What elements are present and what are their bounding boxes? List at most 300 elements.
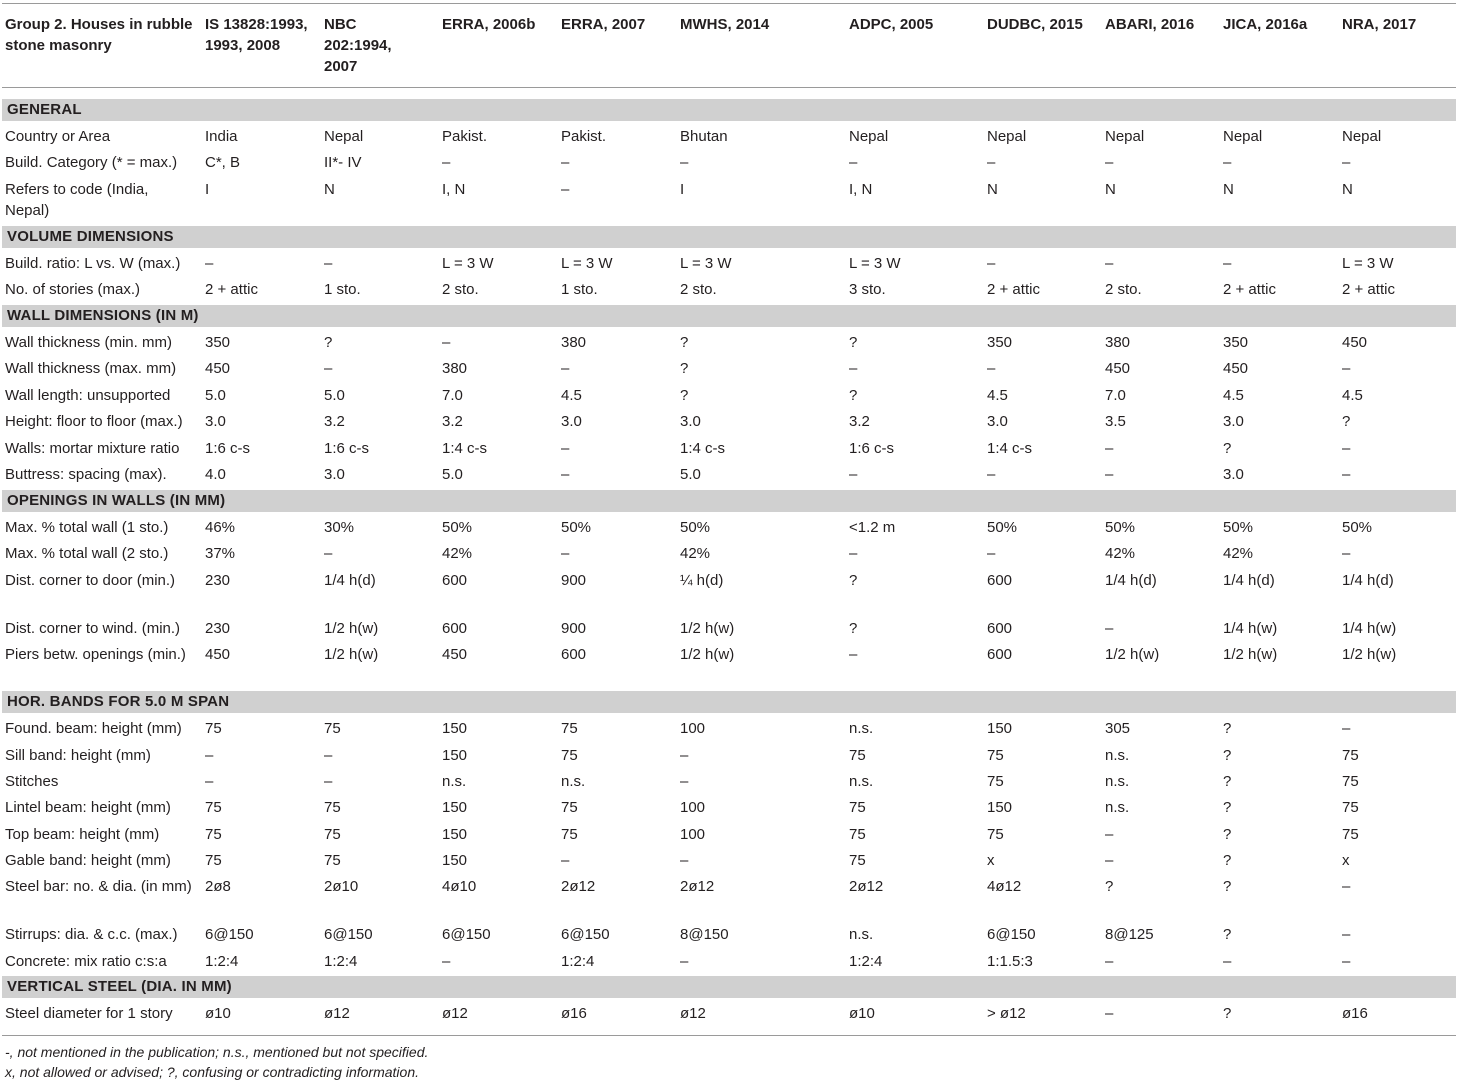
table-cell: n.s.: [849, 773, 874, 790]
table-cell: N: [1223, 181, 1234, 198]
table-cell: 42%: [442, 545, 473, 562]
column-header: ERRA, 2006b: [442, 16, 536, 33]
table-cell: 1/4 h(d): [1223, 572, 1275, 589]
table-cell: ?: [1223, 852, 1232, 869]
section-label: VERTICAL STEEL (DIA. IN MM): [7, 978, 232, 995]
table-cell: –: [849, 154, 858, 171]
table-cell: –: [1342, 720, 1351, 737]
table-cell: 350: [987, 334, 1013, 351]
table-cell: –: [987, 360, 996, 377]
table-cell: 1/2 h(w): [1342, 646, 1397, 663]
table-cell: ø12: [680, 1005, 706, 1022]
table-cell: 4.5: [987, 387, 1008, 404]
table-cell: n.s.: [849, 926, 874, 943]
table-cell: L = 3 W: [561, 255, 613, 272]
section-label: VOLUME DIMENSIONS: [7, 228, 174, 245]
table-cell: India: [205, 128, 238, 145]
table-cell: 1:2:4: [324, 953, 358, 970]
table-cell: –: [324, 773, 333, 790]
table-cell: –: [561, 360, 570, 377]
table-cell: –: [442, 953, 451, 970]
table-cell: 2 + attic: [987, 281, 1040, 298]
table-cell: 1:6 c-s: [324, 440, 370, 457]
table-cell: 600: [987, 572, 1013, 589]
table-cell: 3.2: [324, 413, 345, 430]
table-cell: 305: [1105, 720, 1131, 737]
table-cell: 75: [324, 826, 341, 843]
table-cell: 75: [561, 720, 578, 737]
table-cell: 5.0: [680, 466, 701, 483]
table-cell: 3.2: [849, 413, 870, 430]
table-cell: –: [1342, 360, 1351, 377]
row-label: Build. ratio: L vs. W (max.): [5, 255, 181, 272]
table-cell: 75: [1342, 773, 1359, 790]
table-cell: 30%: [324, 519, 355, 536]
table-cell: 2ø10: [324, 878, 359, 895]
table-cell: 150: [442, 799, 468, 816]
table-cell: 75: [849, 747, 866, 764]
table-cell: 4.5: [1342, 387, 1363, 404]
table-cell: 75: [849, 826, 866, 843]
row-label: Lintel beam: height (mm): [5, 799, 171, 816]
table-cell: –: [324, 255, 333, 272]
table-cell: –: [324, 747, 333, 764]
table-cell: Bhutan: [680, 128, 728, 145]
table-cell: ø12: [442, 1005, 468, 1022]
table-cell: II*- IV: [324, 154, 362, 171]
table-cell: L = 3 W: [680, 255, 732, 272]
table-cell: –: [849, 360, 858, 377]
table-cell: ø10: [849, 1005, 875, 1022]
table-cell: N: [324, 181, 335, 198]
row-label: Found. beam: height (mm): [5, 720, 182, 737]
column-header: DUDBC, 2015: [987, 16, 1083, 33]
table-cell: 1/4 h(w): [1342, 620, 1397, 637]
section-header: [2, 691, 1456, 713]
table-cell: –: [1223, 154, 1232, 171]
row-label: Steel diameter for 1 story: [5, 1005, 173, 1022]
table-cell: 380: [561, 334, 587, 351]
table-cell: n.s.: [1105, 747, 1130, 764]
table-cell: 75: [1342, 799, 1359, 816]
table-cell: –: [680, 773, 689, 790]
table-cell: Nepal: [1105, 128, 1145, 145]
table-cell: 8@150: [680, 926, 729, 943]
table-cell: 1/4 h(d): [1342, 572, 1394, 589]
table-cell: 150: [442, 852, 468, 869]
table-cell: L = 3 W: [442, 255, 494, 272]
table-cell: <1.2 m: [849, 519, 896, 536]
row-label: Wall length: unsupported: [5, 387, 171, 404]
column-header: IS 13828:1993, 1993, 2008: [205, 16, 308, 54]
table-cell: 1/4 h(d): [1105, 572, 1157, 589]
table-cell: 3.0: [324, 466, 345, 483]
table-cell: 600: [561, 646, 587, 663]
table-cell: 2ø12: [680, 878, 715, 895]
table-cell: 2ø8: [205, 878, 231, 895]
table-cell: –: [987, 255, 996, 272]
table-cell: 150: [442, 747, 468, 764]
table-cell: 2 sto.: [442, 281, 479, 298]
table-cell: x: [987, 852, 995, 869]
table-cell: 1:4 c-s: [680, 440, 726, 457]
section-header: [2, 490, 1456, 512]
table-cell: ø12: [324, 1005, 350, 1022]
table-cell: 50%: [561, 519, 592, 536]
table-cell: N: [987, 181, 998, 198]
table-cell: 75: [1342, 826, 1359, 843]
table-cell: –: [561, 181, 570, 198]
column-header: NBC 202:1994, 2007: [324, 16, 392, 75]
table-cell: 350: [205, 334, 231, 351]
table-cell: –: [442, 154, 451, 171]
table-cell: ?: [1223, 747, 1232, 764]
section-label: HOR. BANDS FOR 5.0 M SPAN: [7, 693, 230, 710]
table-cell: ?: [1223, 720, 1232, 737]
table-cell: 6@150: [324, 926, 373, 943]
table-cell: 4ø10: [442, 878, 477, 895]
table-cell: x: [1342, 852, 1350, 869]
table-cell: I: [205, 181, 210, 198]
table-cell: 600: [987, 646, 1013, 663]
table-cell: 450: [442, 646, 468, 663]
bottom-rule: [2, 1035, 1456, 1036]
table-cell: 3.0: [1223, 466, 1244, 483]
table-cell: n.s.: [561, 773, 586, 790]
row-label: Wall thickness (max. mm): [5, 360, 177, 377]
table-cell: ø16: [561, 1005, 587, 1022]
table-cell: 75: [561, 826, 578, 843]
row-label: Walls: mortar mixture ratio: [5, 440, 180, 457]
table-cell: ?: [324, 334, 333, 351]
table-cell: –: [1342, 466, 1351, 483]
table-cell: 450: [205, 360, 231, 377]
table-title: Group 2. Houses in rubble stone masonry: [5, 16, 193, 54]
table-cell: 450: [1223, 360, 1249, 377]
row-label: Country or Area: [5, 128, 111, 145]
table-cell: –: [1342, 154, 1351, 171]
table-cell: 42%: [1105, 545, 1136, 562]
table-cell: 1:6 c-s: [849, 440, 895, 457]
table-cell: 3.0: [1223, 413, 1244, 430]
table-cell: 150: [442, 826, 468, 843]
table-cell: –: [1105, 1005, 1114, 1022]
table-cell: 75: [987, 747, 1004, 764]
table-cell: –: [1105, 826, 1114, 843]
table-cell: 600: [442, 620, 468, 637]
row-label: Build. Category (* = max.): [5, 154, 178, 171]
table-cell: 230: [205, 572, 231, 589]
table-cell: 3.0: [205, 413, 226, 430]
table-cell: 3.0: [561, 413, 582, 430]
row-label: Max. % total wall (2 sto.): [5, 545, 169, 562]
table-cell: 37%: [205, 545, 236, 562]
row-label: Wall thickness (min. mm): [5, 334, 172, 351]
table-cell: 100: [680, 826, 706, 843]
table-cell: 5.0: [324, 387, 345, 404]
table-cell: 4.5: [1223, 387, 1244, 404]
table-cell: –: [561, 466, 570, 483]
table-cell: Nepal: [1342, 128, 1382, 145]
table-cell: –: [1105, 154, 1114, 171]
table-cell: ?: [849, 620, 858, 637]
table-cell: Pakist.: [561, 128, 607, 145]
table-cell: ?: [1223, 799, 1232, 816]
table-cell: 450: [1342, 334, 1368, 351]
column-header: JICA, 2016a: [1223, 16, 1308, 33]
table-cell: –: [987, 545, 996, 562]
row-label: Piers betw. openings (min.): [5, 646, 186, 663]
table-cell: 2ø12: [849, 878, 884, 895]
table-cell: –: [1223, 953, 1232, 970]
table-cell: –: [1105, 852, 1114, 869]
section-header: [2, 99, 1456, 121]
row-label: Buttress: spacing (max).: [5, 466, 167, 483]
table-cell: ø10: [205, 1005, 231, 1022]
table-cell: 1/2 h(w): [1223, 646, 1278, 663]
table-cell: 75: [205, 826, 222, 843]
row-label: No. of stories (max.): [5, 281, 141, 298]
table-cell: –: [205, 747, 214, 764]
table-cell: Pakist.: [442, 128, 488, 145]
table-cell: 50%: [442, 519, 473, 536]
table-cell: ?: [1105, 878, 1114, 895]
table-cell: –: [442, 334, 451, 351]
table-cell: –: [1342, 926, 1351, 943]
table-cell: 50%: [680, 519, 711, 536]
table-cell: 380: [442, 360, 468, 377]
table-cell: 6@150: [561, 926, 610, 943]
table-cell: I, N: [849, 181, 873, 198]
table-cell: ?: [1223, 773, 1232, 790]
table-cell: –: [205, 255, 214, 272]
row-label: Gable band: height (mm): [5, 852, 171, 869]
table-cell: > ø12: [987, 1005, 1026, 1022]
table-cell: –: [1342, 878, 1351, 895]
table-cell: –: [1342, 440, 1351, 457]
row-label: Dist. corner to door (min.): [5, 572, 176, 589]
table-cell: –: [561, 852, 570, 869]
column-header: MWHS, 2014: [680, 16, 770, 33]
table-cell: –: [324, 360, 333, 377]
table-cell: 1 sto.: [561, 281, 598, 298]
table-cell: 3.5: [1105, 413, 1126, 430]
table-cell: n.s.: [1105, 799, 1130, 816]
table-cell: 75: [987, 773, 1004, 790]
table-cell: 5.0: [442, 466, 463, 483]
table-cell: L = 3 W: [849, 255, 901, 272]
table-cell: 3.2: [442, 413, 463, 430]
table-cell: 3 sto.: [849, 281, 886, 298]
table-cell: 900: [561, 620, 587, 637]
table-cell: –: [849, 466, 858, 483]
table-cell: ?: [849, 387, 858, 404]
table-cell: ?: [680, 334, 689, 351]
table-cell: 6@150: [205, 926, 254, 943]
row-label: Height: floor to floor (max.): [5, 413, 183, 430]
top-rule: [2, 3, 1456, 4]
table-cell: 75: [1342, 747, 1359, 764]
table-cell: 450: [205, 646, 231, 663]
table-cell: n.s.: [1105, 773, 1130, 790]
table-cell: 1:1.5:3: [987, 953, 1033, 970]
table-cell: 75: [324, 799, 341, 816]
table-cell: 600: [442, 572, 468, 589]
section-header: [2, 976, 1456, 998]
table-cell: 42%: [680, 545, 711, 562]
table-cell: –: [1105, 440, 1114, 457]
table-cell: –: [680, 747, 689, 764]
table-cell: –: [1105, 466, 1114, 483]
table-cell: 75: [561, 799, 578, 816]
table-cell: 380: [1105, 334, 1131, 351]
table-cell: 75: [324, 852, 341, 869]
table-cell: 150: [987, 799, 1013, 816]
table-cell: ø16: [1342, 1005, 1368, 1022]
table-cell: 3.0: [987, 413, 1008, 430]
table-cell: ?: [680, 360, 689, 377]
table-cell: 450: [1105, 360, 1131, 377]
table-cell: –: [680, 852, 689, 869]
table-cell: –: [1342, 545, 1351, 562]
table-cell: I, N: [442, 181, 466, 198]
table-cell: –: [324, 545, 333, 562]
table-cell: 75: [205, 799, 222, 816]
table-cell: N: [1342, 181, 1353, 198]
table-cell: 4.0: [205, 466, 226, 483]
table-cell: n.s.: [442, 773, 467, 790]
table-cell: 1/2 h(w): [680, 620, 735, 637]
column-header: ABARI, 2016: [1105, 16, 1195, 33]
table-cell: 7.0: [442, 387, 463, 404]
table-cell: –: [561, 545, 570, 562]
table-cell: –: [849, 545, 858, 562]
row-label: Stirrups: dia. & c.c. (max.): [5, 926, 178, 943]
table-cell: 7.0: [1105, 387, 1126, 404]
column-header: NRA, 2017: [1342, 16, 1417, 33]
table-cell: 1:2:4: [849, 953, 883, 970]
table-cell: 75: [205, 720, 222, 737]
section-label: WALL DIMENSIONS (IN M): [7, 307, 199, 324]
table-cell: 150: [987, 720, 1013, 737]
table-cell: 1:4 c-s: [987, 440, 1033, 457]
table-cell: 2ø12: [561, 878, 596, 895]
table-cell: –: [680, 154, 689, 171]
footnote-2: x, not allowed or advised; ?, confusing or contradicting information.: [5, 1064, 420, 1080]
table-cell: 1/2 h(w): [680, 646, 735, 663]
table-cell: 1/2 h(w): [324, 620, 379, 637]
table-cell: 2 + attic: [1223, 281, 1276, 298]
table-cell: ?: [1223, 926, 1232, 943]
table-cell: 75: [987, 826, 1004, 843]
row-label: Sill band: height (mm): [5, 747, 151, 764]
table-cell: –: [680, 953, 689, 970]
table-cell: 1:2:4: [561, 953, 595, 970]
table-cell: –: [561, 154, 570, 171]
table-cell: 2 + attic: [1342, 281, 1395, 298]
table-cell: 1/2 h(w): [324, 646, 379, 663]
table-cell: 1/2 h(w): [1105, 646, 1160, 663]
section-header: [2, 226, 1456, 248]
table-cell: 42%: [1223, 545, 1254, 562]
table-cell: 2 sto.: [1105, 281, 1142, 298]
table-cell: 6@150: [442, 926, 491, 943]
table-cell: 50%: [987, 519, 1018, 536]
table-cell: 50%: [1223, 519, 1254, 536]
table-cell: 100: [680, 799, 706, 816]
section-label: OPENINGS IN WALLS (IN MM): [7, 492, 226, 509]
table-cell: 75: [849, 799, 866, 816]
table-cell: 150: [442, 720, 468, 737]
table-cell: 1:4 c-s: [442, 440, 488, 457]
table-cell: 2 + attic: [205, 281, 258, 298]
table-cell: 1:6 c-s: [205, 440, 251, 457]
table-cell: I: [680, 181, 685, 198]
section-label: GENERAL: [7, 101, 82, 118]
table-cell: N: [1105, 181, 1116, 198]
table-cell: 4ø12: [987, 878, 1022, 895]
table-cell: ¼ h(d): [680, 572, 724, 589]
row-label: Steel bar: no. & dia. (in mm): [5, 878, 192, 895]
row-label: Refers to code (India, Nepal): [5, 181, 149, 219]
column-header: ERRA, 2007: [561, 16, 646, 33]
table-cell: Nepal: [324, 128, 364, 145]
table-cell: 50%: [1105, 519, 1136, 536]
table-cell: –: [561, 440, 570, 457]
table-cell: –: [1105, 255, 1114, 272]
table-cell: –: [205, 773, 214, 790]
table-cell: Nepal: [987, 128, 1027, 145]
table-cell: ?: [1223, 878, 1232, 895]
table-cell: 600: [987, 620, 1013, 637]
row-label: Concrete: mix ratio c:s:a: [5, 953, 167, 970]
table-cell: –: [987, 154, 996, 171]
table-cell: –: [1342, 953, 1351, 970]
header-rule: [2, 87, 1456, 88]
table-cell: 5.0: [205, 387, 226, 404]
row-label: Dist. corner to wind. (min.): [5, 620, 181, 637]
table-cell: Nepal: [849, 128, 889, 145]
row-label: Stitches: [5, 773, 59, 790]
row-label: Max. % total wall (1 sto.): [5, 519, 169, 536]
table-cell: ?: [1223, 1005, 1232, 1022]
table-cell: 3.0: [680, 413, 701, 430]
column-header: ADPC, 2005: [849, 16, 934, 33]
table-cell: n.s.: [849, 720, 874, 737]
table-cell: ?: [849, 572, 858, 589]
table-cell: –: [1223, 255, 1232, 272]
table-cell: ?: [849, 334, 858, 351]
table-cell: 2 sto.: [680, 281, 717, 298]
table-cell: 100: [680, 720, 706, 737]
table-cell: 75: [561, 747, 578, 764]
table-cell: ?: [1223, 826, 1232, 843]
table-cell: 46%: [205, 519, 236, 536]
table-cell: –: [1105, 620, 1114, 637]
table-cell: 75: [205, 852, 222, 869]
table-cell: ?: [1223, 440, 1232, 457]
table-cell: ?: [1342, 413, 1351, 430]
footnote-1: -, not mentioned in the publication; n.s., mentioned but not specified.: [5, 1044, 429, 1060]
section-header: [2, 305, 1456, 327]
table-cell: 4.5: [561, 387, 582, 404]
table-cell: 1:2:4: [205, 953, 239, 970]
table-cell: Nepal: [1223, 128, 1263, 145]
table-cell: –: [987, 466, 996, 483]
table-cell: 900: [561, 572, 587, 589]
table-cell: –: [1105, 953, 1114, 970]
table-cell: L = 3 W: [1342, 255, 1394, 272]
